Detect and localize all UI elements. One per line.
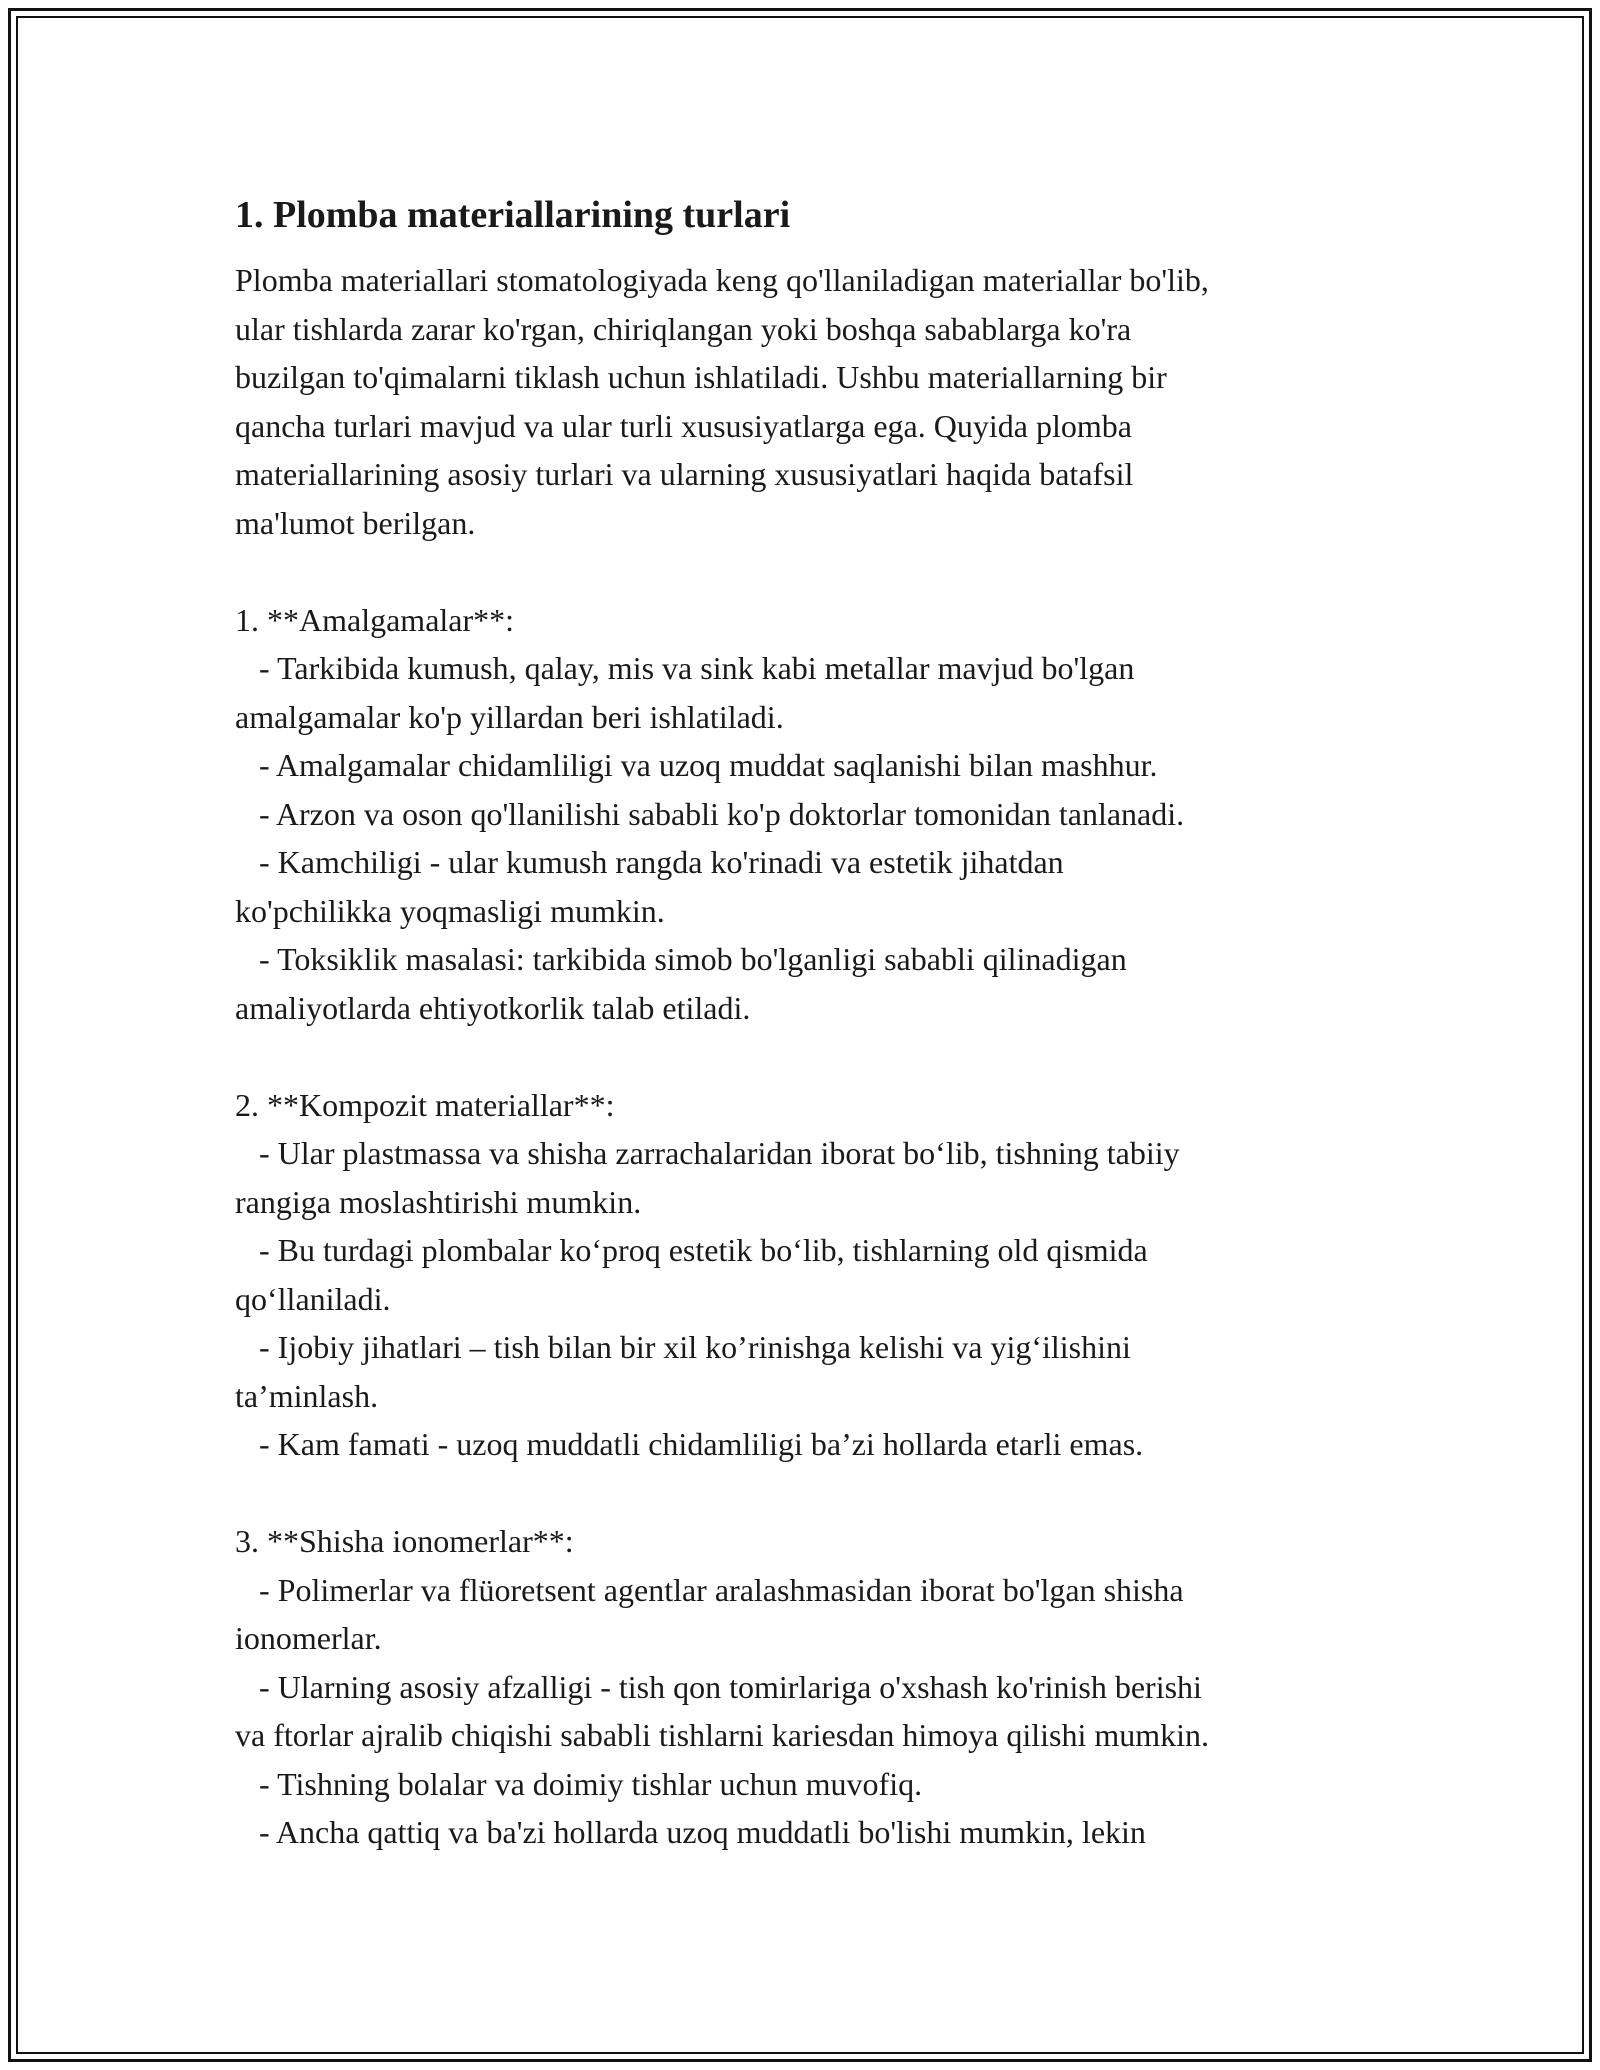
bullet-item: - Arzon va oson qo'llanilishi sababli ko'p doktorlar tomonidan tanlanadi. xyxy=(235,795,1185,832)
bullet-item: - Ularning asosiy afzalligi - tish qon tomirlariga o'xshash ko'rinish berishi va ftorlar ajralib chiqishi sababli tishlarni kariesdan himoya qilishi mumkin. xyxy=(235,1668,1210,1753)
section-kompozit xyxy=(235,1081,1365,1469)
bullet-item: - Kamchiligi - ular kumush rangda ko'rinadi va estetik jihatdan ko'pchilikka yoqmasligi mumkin. xyxy=(235,844,1064,929)
bullet-item: - Polimerlar va flüoretsent agentlar aralashmasidan iborat bo'lgan shisha ionomerlar. xyxy=(235,1571,1184,1656)
intro-paragraph: Plomba materiallari stomatologiyada keng qo'llaniladigan materiallar bo'lib, ular tishlarda zarar ko'rgan, chiriqlangan yoki boshqa sabablarga ko'ra buzilgan to'qimalarni tiklash uchun ishlatiladi. Ushbu materiallarning bir qancha turlari mavjud va ular turli xususiyatlarga ega. Quyida plomba materiallarining asosiy turlari va ularning xususiyatlari haqida batafsil ma'lumot berilgan. xyxy=(235,262,1209,541)
bullet-item: - Tarkibida kumush, qalay, mis va sink kabi metallar mavjud bo'lgan amalgamalar ko'p yillardan beri ishlatiladi. xyxy=(235,650,1135,735)
bullet-item: - Tishning bolalar va doimiy tishlar uchun muvofiq. xyxy=(235,1765,923,1802)
bullet-item: - Kam famati - uzoq muddatli chidamliligi ba’zi hollarda etarli emas. xyxy=(235,1426,1144,1462)
bullet-item: - Toksiklik masalasi: tarkibida simob bo'lganligi sababli qilinadigan amaliyotlarda ehtiyotkorlik talab etiladi. xyxy=(235,941,1127,1026)
spacer xyxy=(235,547,1365,596)
section-heading: 1. **Amalgamalar**: xyxy=(235,601,515,638)
bullet-item: - Ancha qattiq va ba'zi hollarda uzoq muddatli bo'lishi mumkin, lekin xyxy=(235,1814,1146,1850)
spacer xyxy=(235,1469,1365,1518)
section-shisha-ionomerlar xyxy=(235,1517,1365,1857)
document-title: 1. Plomba materiallarining turlari xyxy=(235,194,791,236)
section-heading: 3. **Shisha ionomerlar**: xyxy=(235,1523,574,1559)
spacer xyxy=(235,1032,1365,1081)
bullet-item: - Ijobiy jihatlari – tish bilan bir xil ko’rinishga kelishi va yig‘ilishini ta’minlash. xyxy=(235,1329,1131,1414)
bullet-item: - Ular plastmassa va shisha zarrachalaridan iborat bo‘lib, tishning tabiiy rangiga moslashtirishi mumkin. xyxy=(235,1135,1180,1220)
section-amalgamalar xyxy=(235,596,1365,1033)
bullet-item: - Bu turdagi plombalar ko‘proq estetik bo‘lib, tishlarning old qismida qo‘llaniladi. xyxy=(235,1232,1148,1317)
section-heading: 2. **Kompozit materiallar**: xyxy=(235,1086,615,1123)
bullet-item: - Amalgamalar chidamliligi va uzoq muddat saqlanishi bilan mashhur. xyxy=(235,747,1158,783)
document-body xyxy=(235,188,1365,1857)
